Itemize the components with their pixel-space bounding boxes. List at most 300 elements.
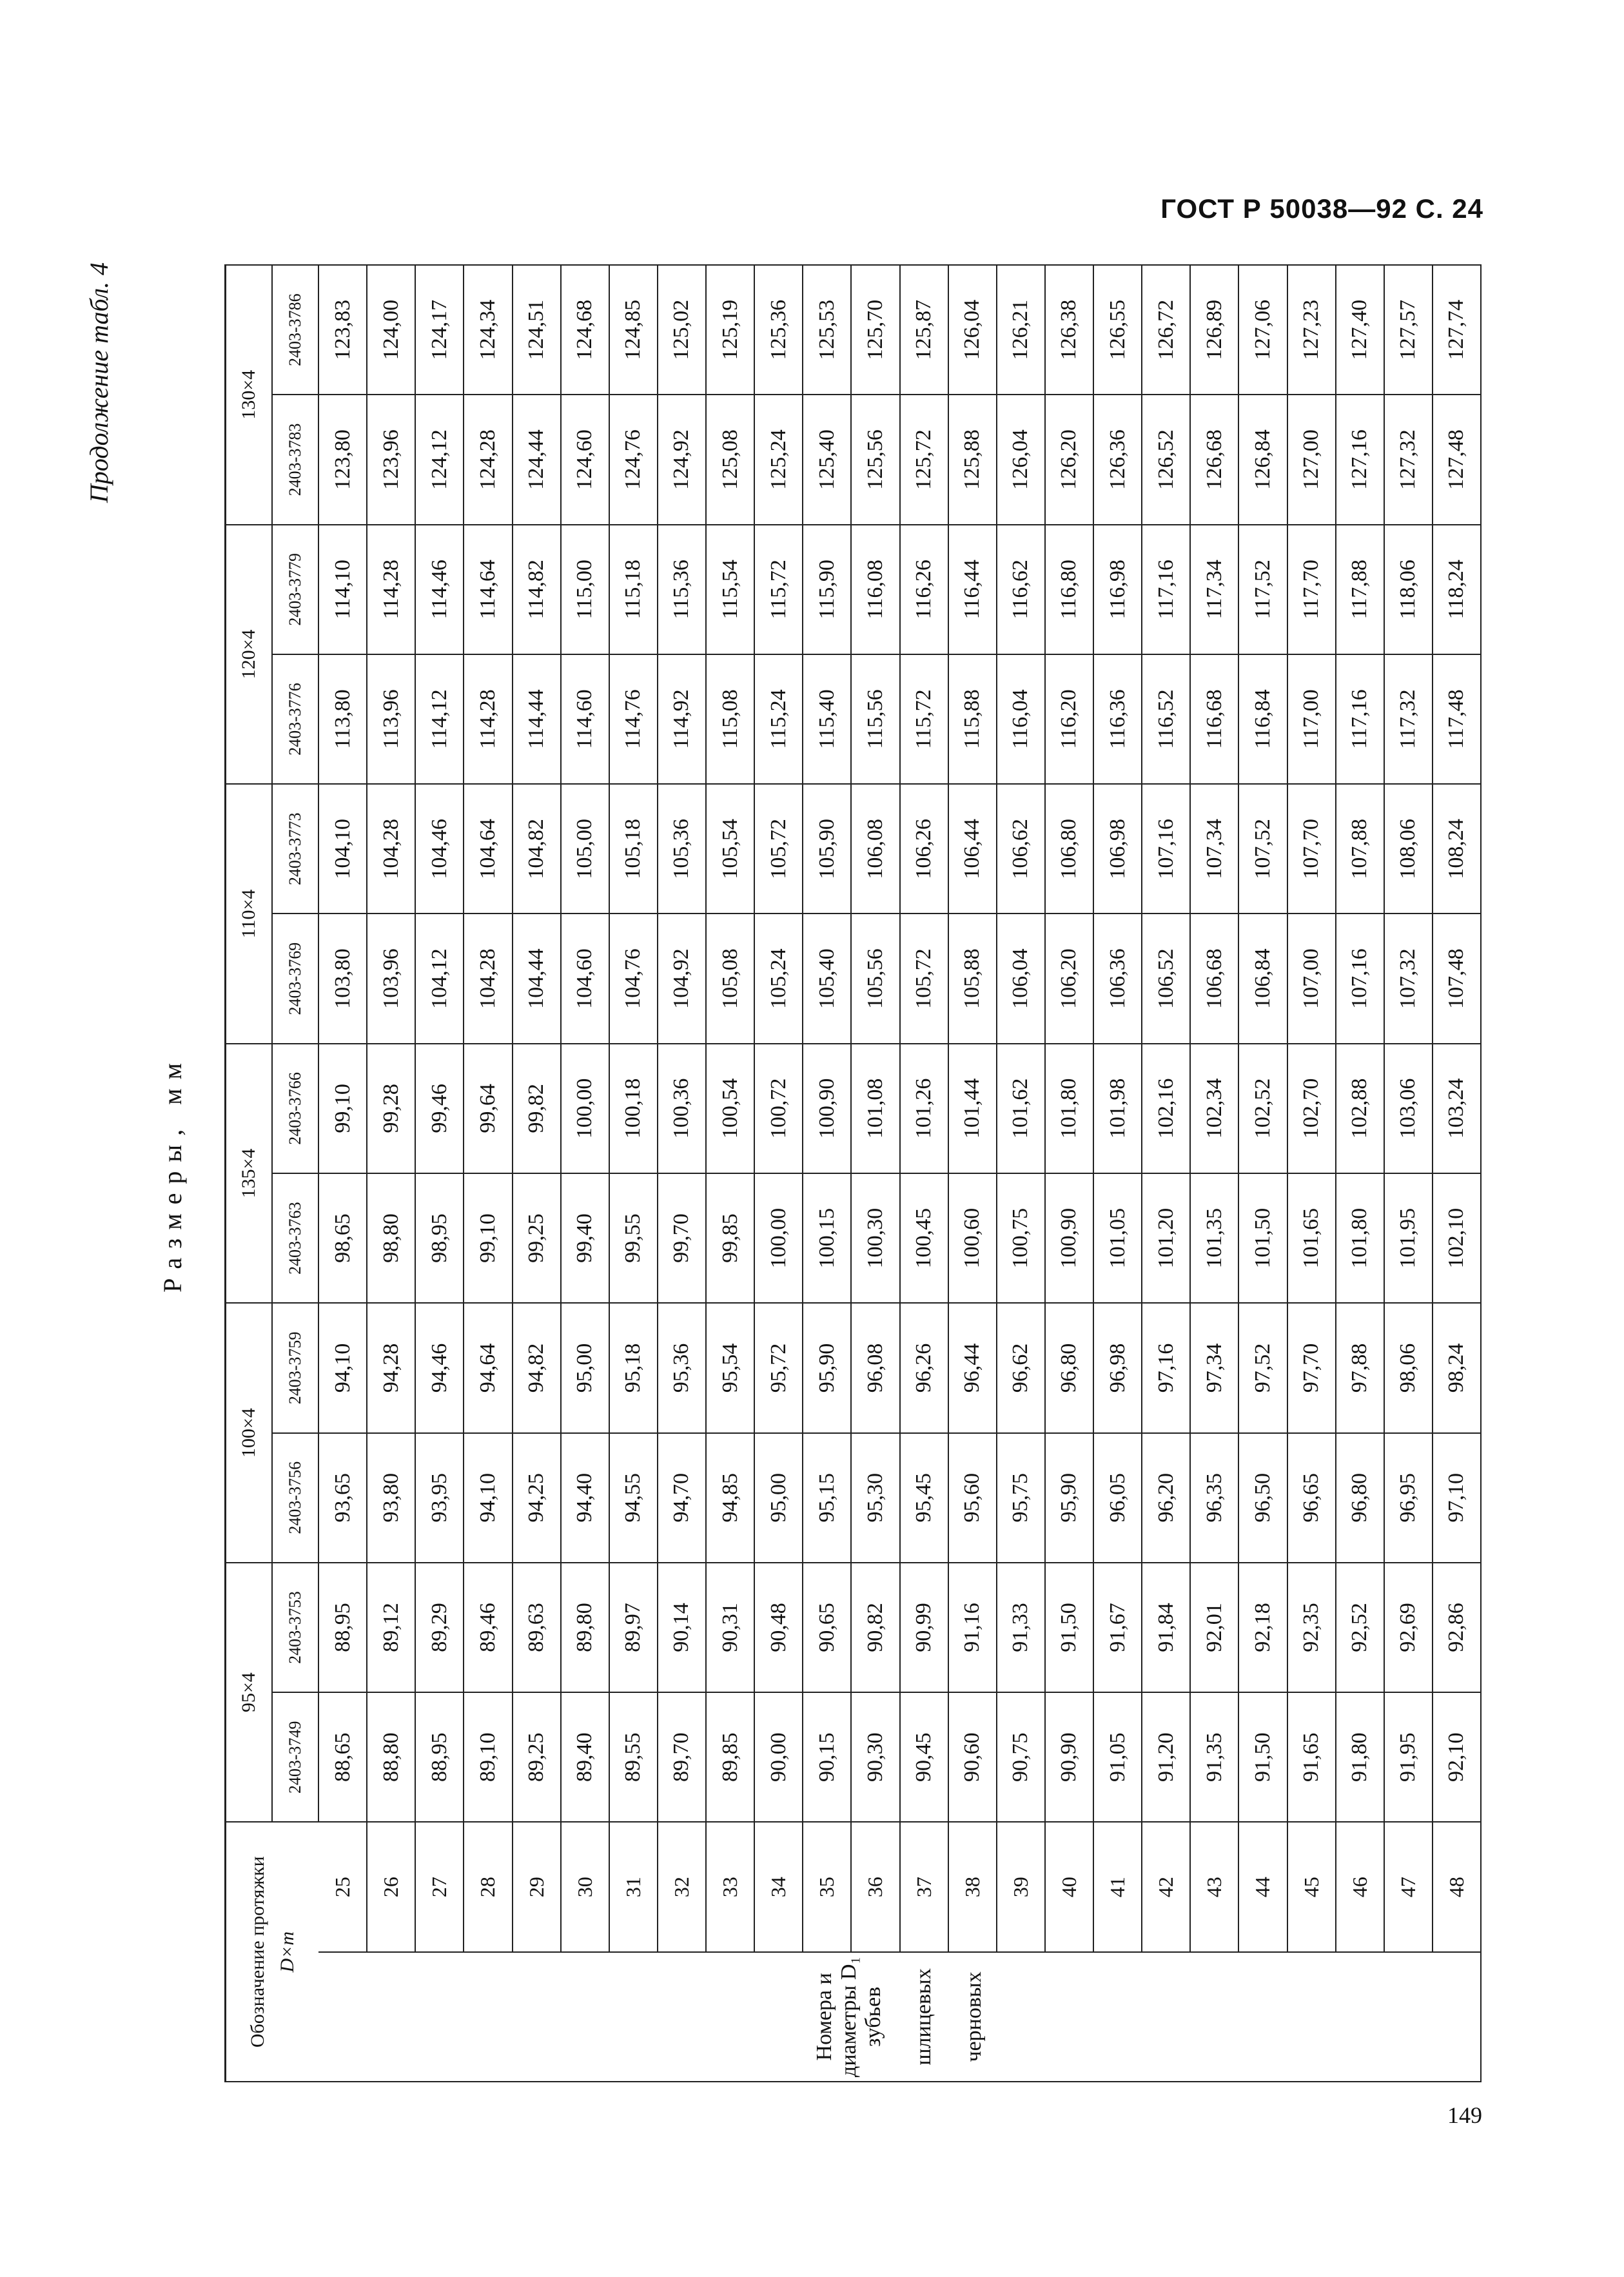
tooth-number: 35 — [803, 1822, 851, 1951]
diameter-value: 104,76 — [609, 914, 658, 1043]
designation-label: Обозначение протяжки — [246, 1856, 268, 2048]
tooth-number: 42 — [1142, 1822, 1190, 1951]
diameter-value: 99,40 — [561, 1173, 609, 1303]
table-row — [415, 265, 464, 2082]
diameter-value: 106,26 — [900, 784, 948, 914]
table-row — [513, 265, 561, 2082]
diameter-value: 114,28 — [367, 525, 415, 654]
diameter-value: 100,00 — [561, 1044, 609, 1173]
diameter-value: 126,68 — [1190, 395, 1238, 524]
diameter-value: 96,80 — [1045, 1303, 1093, 1432]
diameter-value: 124,34 — [464, 265, 512, 395]
diameter-value: 101,65 — [1287, 1173, 1336, 1303]
teeth-label: Номера и диаметры D₁ зубьев — [812, 1956, 885, 2077]
diameter-value: 90,65 — [803, 1563, 851, 1692]
tooth-number: 33 — [706, 1822, 754, 1951]
tooth-number: 25 — [318, 1822, 367, 1951]
tooth-number: 27 — [415, 1822, 464, 1951]
diameter-value: 95,15 — [803, 1433, 851, 1563]
table-row — [1433, 265, 1481, 2082]
diameter-value: 89,70 — [658, 1692, 706, 1822]
diameter-value: 107,16 — [1142, 784, 1190, 914]
diameter-value: 101,35 — [1190, 1173, 1238, 1303]
diameter-value: 100,90 — [1045, 1173, 1093, 1303]
diameter-value: 107,88 — [1336, 784, 1384, 914]
diameter-value: 124,85 — [609, 265, 658, 395]
diameter-value: 96,26 — [900, 1303, 948, 1432]
diameter-value: 105,08 — [706, 914, 754, 1043]
diameter-value: 125,72 — [900, 395, 948, 524]
diameter-value: 102,70 — [1287, 1044, 1336, 1173]
diameter-value: 124,17 — [415, 265, 464, 395]
diameter-value: 114,76 — [609, 654, 658, 784]
diameter-value: 115,00 — [561, 525, 609, 654]
tooth-number: 36 — [851, 1822, 899, 1951]
size-header: 100×4 — [226, 1303, 273, 1563]
dxm-label: D×m — [276, 1931, 298, 1973]
table-row — [1336, 265, 1384, 2082]
diameter-value: 98,95 — [415, 1173, 464, 1303]
diameter-value: 100,00 — [754, 1173, 803, 1303]
tooth-number: 44 — [1238, 1822, 1287, 1951]
diameter-value: 94,10 — [464, 1433, 512, 1563]
diameter-value: 115,72 — [754, 525, 803, 654]
diameter-value: 105,54 — [706, 784, 754, 914]
diameter-value: 104,10 — [318, 784, 367, 914]
diameter-value: 101,95 — [1384, 1173, 1433, 1303]
diameter-value: 103,24 — [1433, 1044, 1481, 1173]
diameter-value: 101,80 — [1045, 1044, 1093, 1173]
diameter-value: 106,36 — [1093, 914, 1142, 1043]
diameter-value: 91,35 — [1190, 1692, 1238, 1822]
diameter-value: 106,44 — [948, 784, 997, 914]
column-code: 2403-3776 — [272, 654, 318, 784]
diameter-value: 94,28 — [367, 1303, 415, 1432]
diameter-value: 106,62 — [997, 784, 1045, 914]
tooth-number: 40 — [1045, 1822, 1093, 1951]
table-row — [754, 265, 803, 2082]
diameter-value: 123,80 — [318, 395, 367, 524]
diameter-value: 124,60 — [561, 395, 609, 524]
diameter-value: 102,52 — [1238, 1044, 1287, 1173]
diameter-value: 101,50 — [1238, 1173, 1287, 1303]
diameter-value: 125,24 — [754, 395, 803, 524]
table-row — [1142, 265, 1190, 2082]
column-code: 2403-3779 — [272, 525, 318, 654]
designation-header — [226, 1822, 319, 2082]
diameter-value: 89,29 — [415, 1563, 464, 1692]
table-row — [1384, 265, 1433, 2082]
diameter-value: 108,06 — [1384, 784, 1433, 914]
diameter-value: 92,01 — [1190, 1563, 1238, 1692]
diameter-value: 126,52 — [1142, 395, 1190, 524]
diameter-value: 93,65 — [318, 1433, 367, 1563]
diameter-value: 96,80 — [1336, 1433, 1384, 1563]
size-header: 95×4 — [226, 1563, 273, 1823]
diameter-value: 104,44 — [513, 914, 561, 1043]
diameter-value: 126,20 — [1045, 395, 1093, 524]
diameter-value: 107,70 — [1287, 784, 1336, 914]
diameter-value: 91,50 — [1238, 1692, 1287, 1822]
diameter-value: 92,35 — [1287, 1563, 1336, 1692]
diameter-value: 89,80 — [561, 1563, 609, 1692]
diameter-value: 123,96 — [367, 395, 415, 524]
diameter-value: 89,85 — [706, 1692, 754, 1822]
diameter-value: 114,28 — [464, 654, 512, 784]
tooth-number: 48 — [1433, 1822, 1481, 1951]
diameter-value: 117,16 — [1142, 525, 1190, 654]
diameter-value: 91,20 — [1142, 1692, 1190, 1822]
diameter-value: 89,10 — [464, 1692, 512, 1822]
diameter-value: 99,28 — [367, 1044, 415, 1173]
table-row — [1287, 265, 1336, 2082]
diameter-value: 100,72 — [754, 1044, 803, 1173]
tooth-number: 39 — [997, 1822, 1045, 1951]
diameter-value: 115,56 — [851, 654, 899, 784]
diameter-value: 118,06 — [1384, 525, 1433, 654]
diameter-value: 90,30 — [851, 1692, 899, 1822]
diameter-value: 91,67 — [1093, 1563, 1142, 1692]
diameter-value: 104,12 — [415, 914, 464, 1043]
table-row — [318, 265, 367, 2082]
rotated-table-container — [147, 264, 1482, 2082]
diameter-value: 100,18 — [609, 1044, 658, 1173]
diameter-value: 92,69 — [1384, 1563, 1433, 1692]
tooth-number: 29 — [513, 1822, 561, 1951]
diameter-value: 116,98 — [1093, 525, 1142, 654]
table-row — [1190, 265, 1238, 2082]
diameter-value: 96,95 — [1384, 1433, 1433, 1563]
column-code: 2403-3763 — [272, 1173, 318, 1303]
diameter-value: 126,89 — [1190, 265, 1238, 395]
diameter-value: 106,52 — [1142, 914, 1190, 1043]
diameter-value: 99,70 — [658, 1173, 706, 1303]
diameter-value: 97,52 — [1238, 1303, 1287, 1432]
diameter-value: 99,10 — [464, 1173, 512, 1303]
diameter-value: 116,08 — [851, 525, 899, 654]
diameter-value: 104,64 — [464, 784, 512, 914]
diameter-value: 90,82 — [851, 1563, 899, 1692]
diameter-value: 92,52 — [1336, 1563, 1384, 1692]
diameter-value: 115,40 — [803, 654, 851, 784]
diameter-value: 114,82 — [513, 525, 561, 654]
diameter-value: 107,00 — [1287, 914, 1336, 1043]
diameter-value: 99,46 — [415, 1044, 464, 1173]
diameter-value: 90,48 — [754, 1563, 803, 1692]
diameter-value: 95,00 — [754, 1433, 803, 1563]
diameter-value: 107,48 — [1433, 914, 1481, 1043]
diameter-value: 90,14 — [658, 1563, 706, 1692]
table-row — [1093, 265, 1142, 2082]
diameter-value: 106,80 — [1045, 784, 1093, 914]
diameter-value: 116,80 — [1045, 525, 1093, 654]
diameter-value: 101,26 — [900, 1044, 948, 1173]
diameter-value: 96,65 — [1287, 1433, 1336, 1563]
diameter-value: 95,54 — [706, 1303, 754, 1432]
tooth-number: 41 — [1093, 1822, 1142, 1951]
table-row — [948, 265, 997, 2082]
tooth-number: 37 — [900, 1822, 948, 1951]
diameter-value: 106,68 — [1190, 914, 1238, 1043]
table-row — [851, 265, 899, 2082]
tooth-number: 47 — [1384, 1822, 1433, 1951]
diameter-value: 118,24 — [1433, 525, 1481, 654]
diameter-value: 117,00 — [1287, 654, 1336, 784]
diameter-value: 115,24 — [754, 654, 803, 784]
tooth-number: 34 — [754, 1822, 803, 1951]
table-row — [658, 265, 706, 2082]
diameter-value: 94,55 — [609, 1433, 658, 1563]
diameter-value: 106,98 — [1093, 784, 1142, 914]
diameter-value: 89,25 — [513, 1692, 561, 1822]
diameter-value: 104,92 — [658, 914, 706, 1043]
tooth-number: 43 — [1190, 1822, 1238, 1951]
column-code: 2403-3749 — [272, 1692, 318, 1822]
column-code: 2403-3773 — [272, 784, 318, 914]
diameter-value: 114,60 — [561, 654, 609, 784]
diameter-value: 125,40 — [803, 395, 851, 524]
diameter-value: 106,84 — [1238, 914, 1287, 1043]
diameter-value: 125,53 — [803, 265, 851, 395]
diameter-value: 96,08 — [851, 1303, 899, 1432]
diameter-value: 96,44 — [948, 1303, 997, 1432]
diameter-value: 117,32 — [1384, 654, 1433, 784]
diameter-value: 102,10 — [1433, 1173, 1481, 1303]
diameter-value: 124,51 — [513, 265, 561, 395]
diameter-value: 107,52 — [1238, 784, 1287, 914]
tooth-number: 30 — [561, 1822, 609, 1951]
diameter-value: 103,06 — [1384, 1044, 1433, 1173]
diameter-value: 96,05 — [1093, 1433, 1142, 1563]
diameter-value: 96,20 — [1142, 1433, 1190, 1563]
diameter-value: 115,88 — [948, 654, 997, 784]
tooth-number: 32 — [658, 1822, 706, 1951]
table-row — [900, 265, 948, 2082]
diameter-value: 116,52 — [1142, 654, 1190, 784]
diameter-value: 98,24 — [1433, 1303, 1481, 1432]
diameter-value: 124,44 — [513, 395, 561, 524]
table-row — [464, 265, 512, 2082]
diameter-value: 114,10 — [318, 525, 367, 654]
diameter-value: 91,05 — [1093, 1692, 1142, 1822]
diameter-value: 103,96 — [367, 914, 415, 1043]
diameter-value: 94,25 — [513, 1433, 561, 1563]
diameter-value: 89,97 — [609, 1563, 658, 1692]
diameter-value: 92,86 — [1433, 1563, 1481, 1692]
table-caption: Продолжение табл. 4 — [84, 262, 113, 503]
diameter-value: 105,36 — [658, 784, 706, 914]
diameter-value: 95,00 — [561, 1303, 609, 1432]
diameter-value: 113,80 — [318, 654, 367, 784]
diameter-value: 100,45 — [900, 1173, 948, 1303]
diameter-value: 91,65 — [1287, 1692, 1336, 1822]
diameter-value: 115,36 — [658, 525, 706, 654]
diameter-value: 115,18 — [609, 525, 658, 654]
diameter-value: 115,72 — [900, 654, 948, 784]
diameter-value: 94,64 — [464, 1303, 512, 1432]
table-row — [609, 265, 658, 2082]
column-code: 2403-3783 — [272, 395, 318, 524]
diameter-value: 96,98 — [1093, 1303, 1142, 1432]
diameter-value: 92,18 — [1238, 1563, 1287, 1692]
diameter-value: 91,50 — [1045, 1563, 1093, 1692]
diameter-value: 106,08 — [851, 784, 899, 914]
diameter-value: 101,80 — [1336, 1173, 1384, 1303]
diameter-value: 101,05 — [1093, 1173, 1142, 1303]
roughing-label: черновых — [962, 1971, 986, 2062]
diameter-value: 88,95 — [415, 1692, 464, 1822]
diameter-value: 92,10 — [1433, 1692, 1481, 1822]
table-row — [1238, 265, 1287, 2082]
column-code: 2403-3759 — [272, 1303, 318, 1432]
diameter-value: 116,36 — [1093, 654, 1142, 784]
diameter-value: 125,56 — [851, 395, 899, 524]
diameter-value: 117,34 — [1190, 525, 1238, 654]
diameter-value: 107,16 — [1336, 914, 1384, 1043]
diameter-value: 104,28 — [367, 784, 415, 914]
diameter-value: 105,90 — [803, 784, 851, 914]
tooth-number: 26 — [367, 1822, 415, 1951]
column-code: 2403-3769 — [272, 914, 318, 1043]
diameter-value: 101,62 — [997, 1044, 1045, 1173]
diameter-value: 127,00 — [1287, 395, 1336, 524]
diameter-value: 113,96 — [367, 654, 415, 784]
diameter-value: 104,82 — [513, 784, 561, 914]
diameter-value: 104,60 — [561, 914, 609, 1043]
diameter-value: 105,18 — [609, 784, 658, 914]
table-row — [706, 265, 754, 2082]
diameter-value: 98,65 — [318, 1173, 367, 1303]
diameter-value: 105,88 — [948, 914, 997, 1043]
table-row — [1045, 265, 1093, 2082]
diameter-value: 127,06 — [1238, 265, 1287, 395]
diameter-value: 125,08 — [706, 395, 754, 524]
column-code: 2403-3756 — [272, 1433, 318, 1563]
diameter-value: 99,55 — [609, 1173, 658, 1303]
diameter-value: 91,33 — [997, 1563, 1045, 1692]
diameter-value: 95,90 — [1045, 1433, 1093, 1563]
diameter-value: 125,19 — [706, 265, 754, 395]
diameter-value: 90,75 — [997, 1692, 1045, 1822]
diameter-value: 107,32 — [1384, 914, 1433, 1043]
diameter-value: 88,95 — [318, 1563, 367, 1692]
diameter-value: 105,72 — [754, 784, 803, 914]
diameter-value: 96,35 — [1190, 1433, 1238, 1563]
diameter-value: 105,40 — [803, 914, 851, 1043]
diameter-value: 97,70 — [1287, 1303, 1336, 1432]
size-header: 135×4 — [226, 1044, 273, 1304]
diameter-value: 116,44 — [948, 525, 997, 654]
diameter-value: 90,60 — [948, 1692, 997, 1822]
diameter-value: 93,95 — [415, 1433, 464, 1563]
diameter-value: 95,36 — [658, 1303, 706, 1432]
diameter-value: 126,55 — [1093, 265, 1142, 395]
diameter-value: 97,16 — [1142, 1303, 1190, 1432]
diameter-value: 126,84 — [1238, 395, 1287, 524]
diameter-value: 105,00 — [561, 784, 609, 914]
diameter-value: 127,16 — [1336, 395, 1384, 524]
diameter-value: 114,12 — [415, 654, 464, 784]
diameter-value: 125,70 — [851, 265, 899, 395]
diameter-value: 90,00 — [754, 1692, 803, 1822]
column-code: 2403-3786 — [272, 265, 318, 395]
diameter-value: 104,28 — [464, 914, 512, 1043]
tooth-number: 28 — [464, 1822, 512, 1951]
diameter-value: 89,46 — [464, 1563, 512, 1692]
diameter-value: 125,87 — [900, 265, 948, 395]
table-row — [803, 265, 851, 2082]
diameter-value: 91,80 — [1336, 1692, 1384, 1822]
diameter-value: 117,48 — [1433, 654, 1481, 784]
diameter-value: 126,72 — [1142, 265, 1190, 395]
size-header: 110×4 — [226, 784, 273, 1044]
diameter-value: 97,34 — [1190, 1303, 1238, 1432]
diameter-value: 106,04 — [997, 914, 1045, 1043]
diameter-value: 96,62 — [997, 1303, 1045, 1432]
diameter-value: 95,60 — [948, 1433, 997, 1563]
diameter-value: 102,16 — [1142, 1044, 1190, 1173]
diameter-value: 116,26 — [900, 525, 948, 654]
diameter-value: 124,76 — [609, 395, 658, 524]
diameter-value: 127,32 — [1384, 395, 1433, 524]
column-code: 2403-3766 — [272, 1044, 318, 1173]
diameter-value: 91,84 — [1142, 1563, 1190, 1692]
diameter-value: 89,55 — [609, 1692, 658, 1822]
diameter-value: 100,75 — [997, 1173, 1045, 1303]
diameter-value: 90,31 — [706, 1563, 754, 1692]
table-row — [367, 265, 415, 2082]
diameter-value: 104,46 — [415, 784, 464, 914]
diameter-value: 123,83 — [318, 265, 367, 395]
diameter-value: 114,92 — [658, 654, 706, 784]
diameter-value: 88,80 — [367, 1692, 415, 1822]
diameter-value: 95,72 — [754, 1303, 803, 1432]
diameter-value: 126,38 — [1045, 265, 1093, 395]
diameter-value: 99,82 — [513, 1044, 561, 1173]
diameter-value: 116,84 — [1238, 654, 1287, 784]
diameter-value: 94,70 — [658, 1433, 706, 1563]
diameter-value: 89,12 — [367, 1563, 415, 1692]
diameter-value: 95,90 — [803, 1303, 851, 1432]
diameter-value: 125,88 — [948, 395, 997, 524]
diameter-value: 101,08 — [851, 1044, 899, 1173]
diameter-value: 116,68 — [1190, 654, 1238, 784]
size-header: 130×4 — [226, 265, 273, 525]
diameter-value: 124,68 — [561, 265, 609, 395]
diameter-value: 94,46 — [415, 1303, 464, 1432]
diameter-value: 116,62 — [997, 525, 1045, 654]
tooth-number: 45 — [1287, 1822, 1336, 1951]
diameter-value: 95,30 — [851, 1433, 899, 1563]
diameter-value: 99,10 — [318, 1044, 367, 1173]
diameter-value: 117,16 — [1336, 654, 1384, 784]
diameter-value: 90,90 — [1045, 1692, 1093, 1822]
diameter-value: 97,10 — [1433, 1433, 1481, 1563]
diameter-value: 127,57 — [1384, 265, 1433, 395]
diameter-value: 106,20 — [1045, 914, 1093, 1043]
diameter-value: 100,60 — [948, 1173, 997, 1303]
diameter-value: 102,34 — [1190, 1044, 1238, 1173]
tooth-number: 31 — [609, 1822, 658, 1951]
diameter-value: 90,15 — [803, 1692, 851, 1822]
diameter-value: 95,75 — [997, 1433, 1045, 1563]
diameter-value: 115,54 — [706, 525, 754, 654]
diameter-value: 100,36 — [658, 1044, 706, 1173]
diameter-value: 101,20 — [1142, 1173, 1190, 1303]
diameter-value: 98,06 — [1384, 1303, 1433, 1432]
diameter-value: 105,72 — [900, 914, 948, 1043]
diameter-value: 101,44 — [948, 1044, 997, 1173]
